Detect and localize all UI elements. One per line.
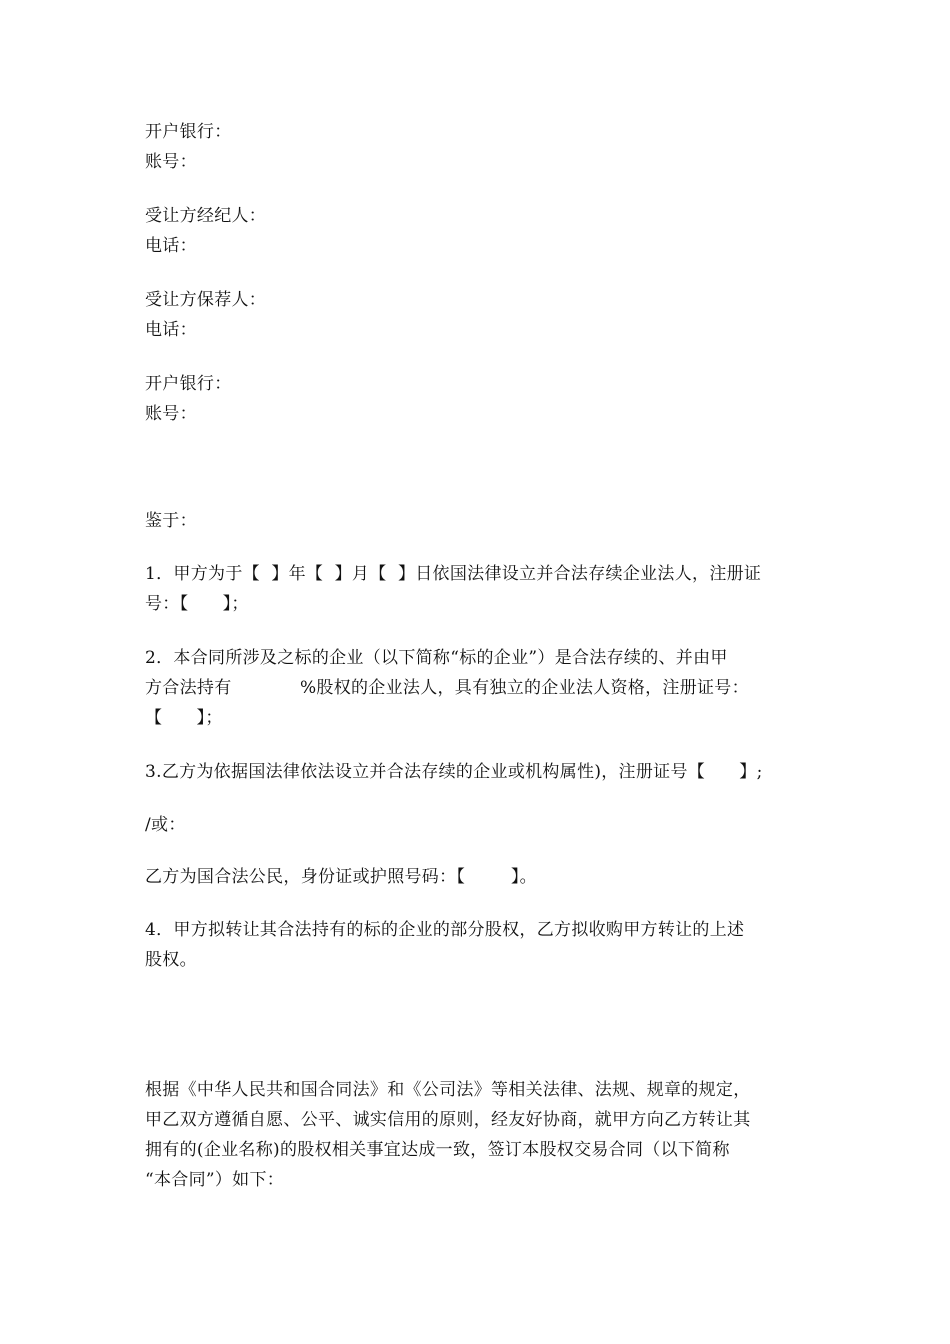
bank-label: 开户银行： xyxy=(145,122,232,142)
sponsor-phone-label: 电话： xyxy=(145,320,197,340)
preamble-line-4: “本合同”）如下： xyxy=(145,1170,285,1190)
preamble-line-3: 拥有的(企业名称)的股权相关事宜达成一致，签订本股权交易合同（以下简称 xyxy=(145,1140,730,1160)
clause-4-line-1: 4．甲方拟转让其合法持有的标的企业的部分股权，乙方拟收购甲方转让的上述 xyxy=(145,920,745,940)
clause-2-line-1: 2．本合同所涉及之标的企业（以下简称“标的企业”）是合法存续的、并由甲 xyxy=(145,648,728,668)
second-bank-label: 开户银行： xyxy=(145,374,232,394)
clause-2-line-3: 【 】； xyxy=(145,708,223,728)
broker-label: 受让方经纪人： xyxy=(145,206,267,226)
preamble-line-2: 甲乙双方遵循自愿、公平、诚实信用的原则，经友好协商，就甲方向乙方转让其 xyxy=(145,1110,751,1130)
second-account-label: 账号： xyxy=(145,404,197,424)
clause-3-line-1: 3.乙方为依据国法律依法设立并合法存续的企业或机构属性)，注册证号【 】; xyxy=(145,762,763,782)
clause-1-line-1: 1．甲方为于【 】年【 】月【 】日依国法律设立并合法存续企业法人，注册证 xyxy=(145,564,762,584)
clause-1-line-2: 号：【 】； xyxy=(145,594,249,614)
account-label: 账号： xyxy=(145,152,197,172)
citizen-line: 乙方为国合法公民，身份证或护照号码：【 】。 xyxy=(145,867,537,887)
broker-phone-label: 电话： xyxy=(145,236,197,256)
or-line: /或： xyxy=(145,815,186,835)
preamble-line-1: 根据《中华人民共和国合同法》和《公司法》等相关法律、法规、规章的规定， xyxy=(145,1080,751,1100)
clause-4-line-2: 股权。 xyxy=(145,950,197,970)
whereas-heading: 鉴于： xyxy=(145,511,197,531)
clause-2-line-2: 方合法持有 %股权的企业法人，具有独立的企业法人资格，注册证号： xyxy=(145,678,749,698)
sponsor-label: 受让方保荐人： xyxy=(145,290,267,310)
